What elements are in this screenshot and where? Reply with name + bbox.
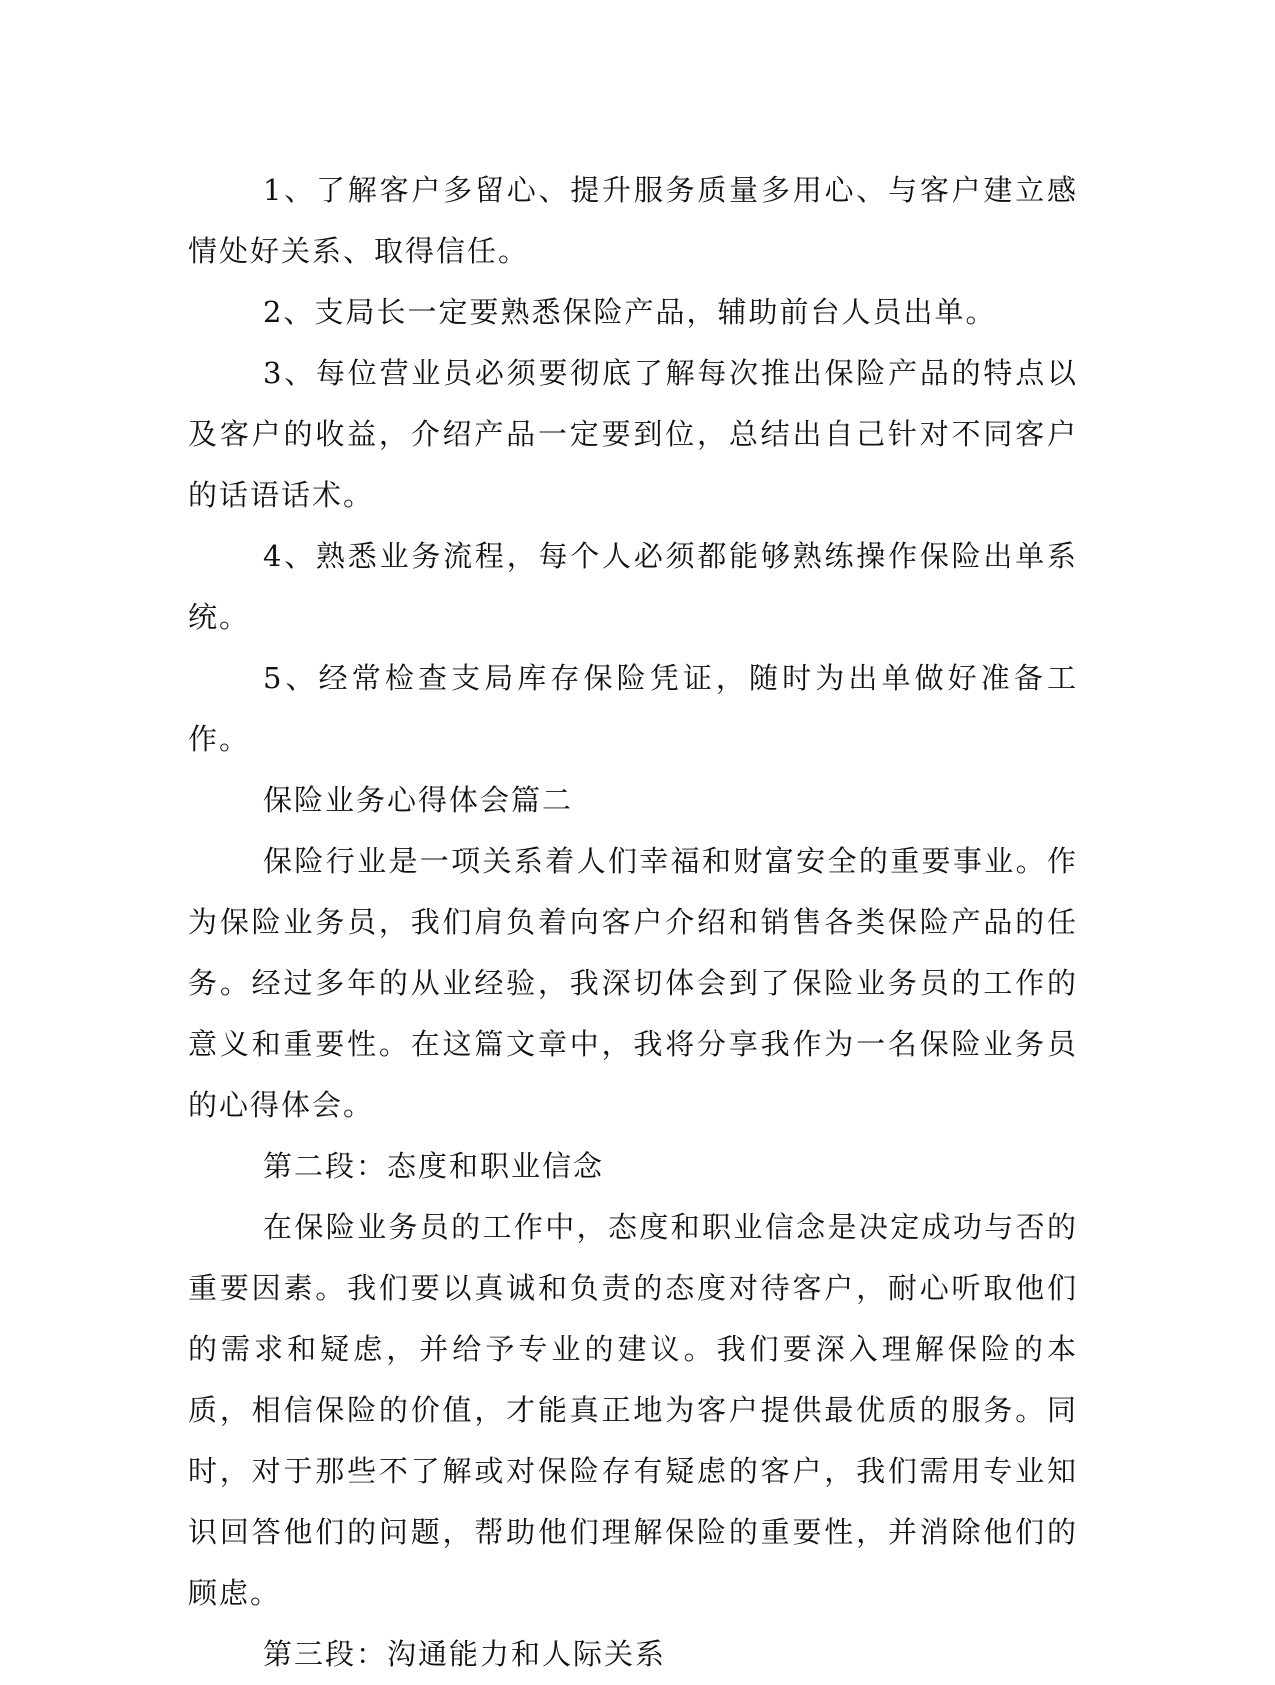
paragraph-5: 5、经常检查支局库存保险凭证，随时为出单做好准备工作。 (188, 661, 1078, 756)
section-heading-part-two: 保险业务心得体会篇二 (263, 783, 574, 817)
document-body (188, 160, 1078, 1685)
paragraph-1: 1、了解客户多留心、提升服务质量多用心、与客户建立感情处好关系、取得信任。 (188, 173, 1078, 268)
section-heading-third: 第三段：沟通能力和人际关系 (263, 1637, 667, 1671)
paragraph-3: 3、每位营业员必须要彻底了解每次推出保险产品的特点以及客户的收益，介绍产品一定要到位，总结出自己针对不同客户的话语话术。 (188, 356, 1078, 512)
paragraph-intro: 保险行业是一项关系着人们幸福和财富安全的重要事业。作为保险业务员，我们肩负着向客户介绍和销售各类保险产品的任务。经过多年的从业经验，我深切体会到了保险业务员的工作的意义和重要性。在这篇文章中，我将分享我作为一名保险业务员的心得体会。 (188, 844, 1078, 1122)
paragraph-4: 4、熟悉业务流程，每个人必须都能够熟练操作保险出单系统。 (188, 539, 1078, 634)
section-heading-second: 第二段：态度和职业信念 (263, 1149, 605, 1183)
paragraph-attitude: 在保险业务员的工作中，态度和职业信念是决定成功与否的重要因素。我们要以真诚和负责的态度对待客户，耐心听取他们的需求和疑虑，并给予专业的建议。我们要深入理解保险的本质，相信保险的价值，才能真正地为客户提供最优质的服务。同时，对于那些不了解或对保险存有疑虑的客户，我们需用专业知识回答他们的问题，帮助他们理解保险的重要性，并消除他们的顾虑。 (188, 1210, 1078, 1610)
paragraph-2: 2、支局长一定要熟悉保险产品，辅助前台人员出单。 (263, 295, 997, 329)
